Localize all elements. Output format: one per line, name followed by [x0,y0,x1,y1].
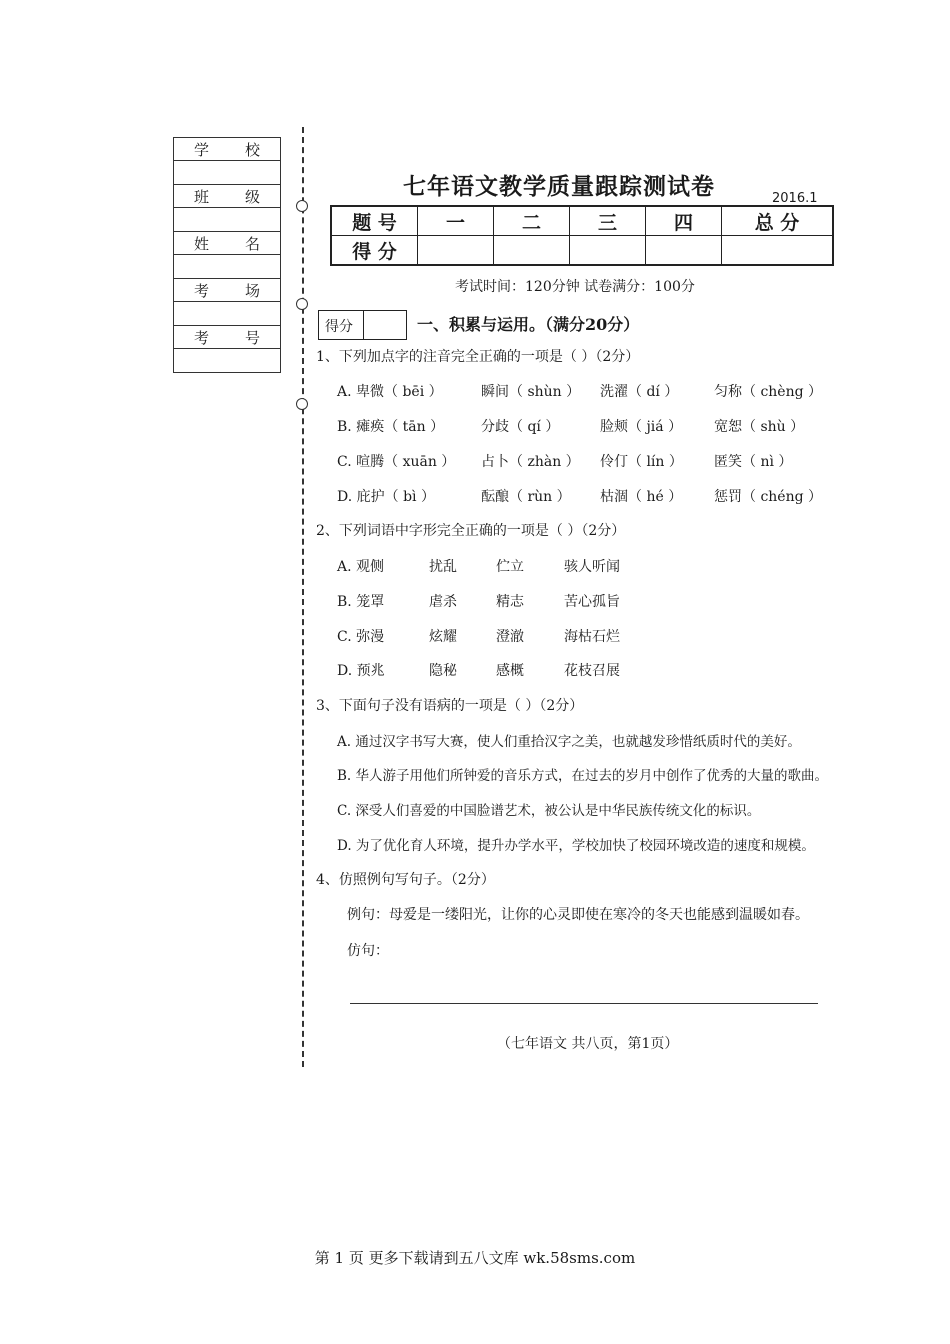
header-cell: 总 分 [722,206,834,236]
binding-hole-icon [296,398,308,410]
info-blank-name [174,255,280,279]
info-label-char: 号 [244,328,260,347]
score-table-header-row [331,206,833,236]
q1-option-b-4: 宽恕（ shù ） [714,419,805,435]
q2-option-c-4: 海枯石烂 [564,629,620,645]
q1-option-d-1: D. 庇护（ bì ） [337,489,435,505]
q1-option-d-2: 酝酿（ rùn ） [481,489,571,505]
binding-hole-icon [296,298,308,310]
question-3-stem: 3、下面句子没有语病的一项是（ ）（2分） [316,698,584,714]
q2-option-c-3: 澄澈 [496,629,524,645]
score-cell[interactable] [494,236,570,266]
q2-option-b-3: 精志 [496,594,524,610]
info-label-char: 级 [244,187,260,206]
q2-option-b-1: B. 笼罩 [337,594,385,610]
q1-option-b-3: 脸颊（ jiá ） [600,419,683,435]
info-blank-school [174,161,280,185]
score-table-score-row [331,236,833,266]
q1-option-b-1: B. 瘫痪（ tān ） [337,419,445,435]
section-score-divider [363,311,364,339]
score-table [330,205,834,266]
info-label-char: 姓 [194,234,210,253]
student-info-box [173,137,281,373]
info-label-char: 名 [244,234,260,253]
info-row-name [174,232,280,255]
q1-option-d-3: 枯涸（ hé ） [600,489,683,505]
info-row-number [174,326,280,349]
q1-option-c-2: 占卜（ zhàn ） [481,454,580,470]
q2-option-a-3: 伫立 [496,559,524,575]
header-cell: 四 [646,206,722,236]
exam-info: 考试时间：120分钟 试卷满分：100分 [455,279,695,295]
info-blank-class [174,208,280,232]
q1-option-c-3: 伶仃（ lín ） [600,454,683,470]
q2-option-a-1: A. 观侧 [337,559,385,575]
score-cell[interactable] [646,236,722,266]
info-label-char: 考 [194,281,210,300]
q1-option-d-4: 惩罚（ chéng ） [714,489,823,505]
q2-option-b-2: 虐杀 [429,594,457,610]
info-label-char: 学 [194,140,210,159]
header-cell: 一 [418,206,494,236]
info-label-char: 场 [244,281,260,300]
section-score-box [318,310,407,340]
q4-example: 例句：母爱是一缕阳光，让你的心灵即使在寒冷的冬天也能感到温暖如春。 [347,907,809,923]
q1-option-c-4: 匿笑（ nì ） [714,454,793,470]
binding-dashed-line [302,127,304,1067]
header-cell: 三 [570,206,646,236]
info-blank-room [174,302,280,326]
q3-option-d: D. 为了优化育人环境，提升办学水平，学校加快了校园环境改造的速度和规模。 [337,838,815,854]
question-2-stem: 2、下列词语中字形完全正确的一项是（ ）（2分） [316,523,626,539]
q3-option-b: B. 华人游子用他们所钟爱的音乐方式，在过去的岁月中创作了优秀的大量的歌曲。 [337,768,829,784]
question-4-stem: 4、仿照例句写句子。（2分） [316,872,495,888]
info-row-class [174,185,280,208]
q1-option-a-2: 瞬间（ shùn ） [481,384,581,400]
q4-answer-line[interactable] [350,1003,818,1004]
q2-option-d-2: 隐秘 [429,663,457,679]
q1-option-a-1: A. 卑微（ bēi ） [337,384,443,400]
q1-option-c-1: C. 喧腾（ xuān ） [337,454,456,470]
exam-date: 2016.1 [772,191,818,206]
exam-title: 七年语文教学质量跟踪测试卷 [403,173,715,200]
q3-option-a: A. 通过汉字书写大赛，使人们重拾汉字之美，也就越发珍惜纸质时代的美好。 [337,734,801,750]
q2-option-a-2: 扰乱 [429,559,457,575]
info-row-school [174,138,280,161]
q3-option-c: C. 深受人们喜爱的中国脸谱艺术，被公认是中华民族传统文化的标识。 [337,803,761,819]
section-score-label: 得分 [325,319,353,335]
info-label-char: 班 [194,187,210,206]
q2-option-b-4: 苦心孤旨 [564,594,620,610]
q2-option-d-3: 感概 [496,663,524,679]
q2-option-d-1: D. 预兆 [337,663,385,679]
q2-option-a-4: 骇人听闻 [564,559,620,575]
section-title: 一、积累与运用。（满分20分） [417,315,640,334]
q4-imitate-label: 仿句： [347,943,389,959]
q1-option-a-4: 匀称（ chèng ） [714,384,823,400]
footer-text: 第 1 页 更多下载请到五八文库 wk.58sms.com [314,1249,636,1267]
q1-option-a-3: 洗濯（ dí ） [600,384,679,400]
score-cell[interactable] [418,236,494,266]
info-label-char: 校 [244,140,260,159]
q2-option-c-2: 炫耀 [429,629,457,645]
header-cell: 二 [494,206,570,236]
score-cell[interactable] [722,236,834,266]
page-info: （七年语文 共八页，第1页） [497,1036,679,1052]
binding-hole-icon [296,200,308,212]
info-label-char: 考 [194,328,210,347]
q2-option-d-4: 花枝召展 [564,663,620,679]
q1-option-b-2: 分歧（ qí ） [481,419,560,435]
score-row-label: 得 分 [331,236,418,266]
score-cell[interactable] [570,236,646,266]
info-blank-number [174,349,280,372]
q2-option-c-1: C. 弥漫 [337,629,385,645]
header-cell: 题 号 [331,206,418,236]
info-row-room [174,279,280,302]
question-1-stem: 1、下列加点字的注音完全正确的一项是（ ）（2分） [316,349,640,365]
